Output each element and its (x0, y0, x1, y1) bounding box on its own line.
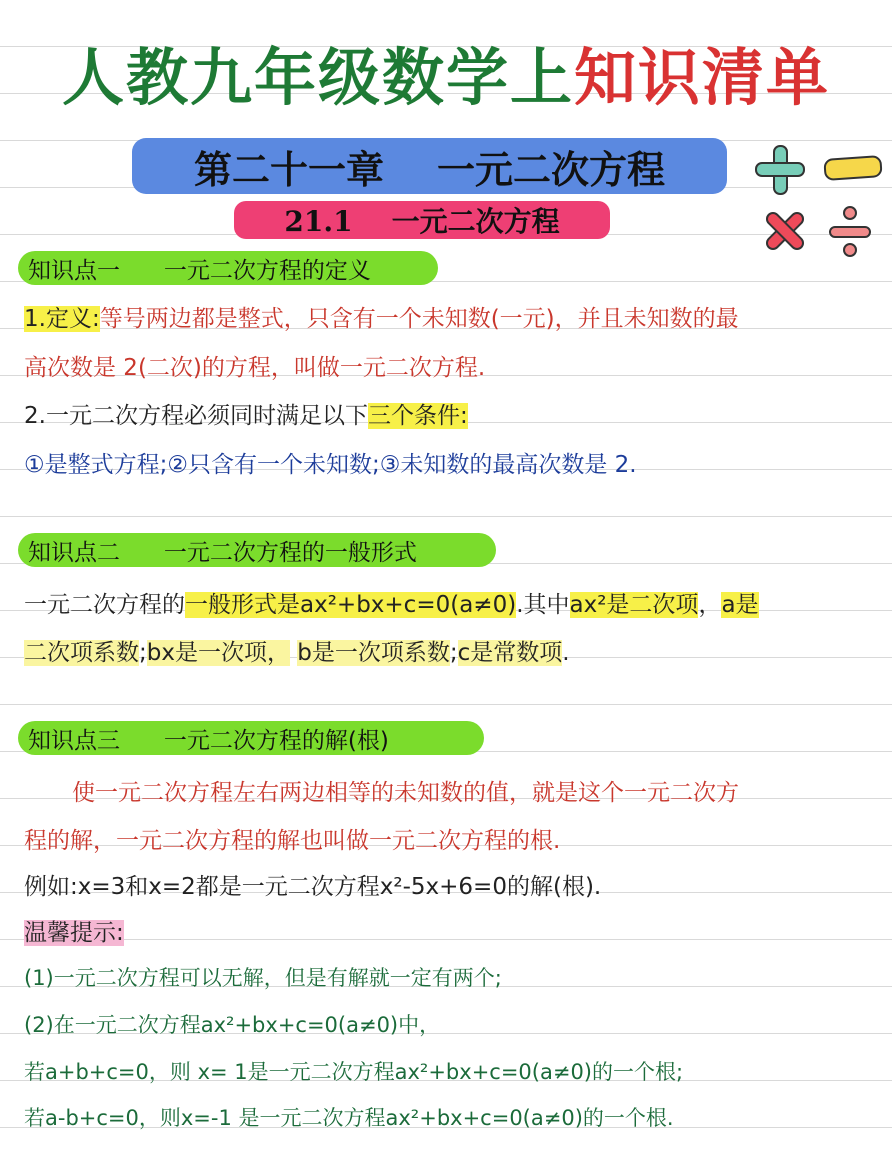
kp3-tip-label-row (24, 914, 124, 947)
kp2-sep1: ; (139, 640, 147, 666)
plus-icon (752, 142, 808, 198)
kp2-constant-term: c是常数项 (457, 640, 563, 666)
kp1-definition-label: 1.定义: (24, 306, 100, 332)
kp1-definition-line2: 高次数是 2(二次)的方程，叫做一元二次方程. (24, 355, 486, 381)
kp2-text-c: ， (698, 592, 722, 618)
kp3-heading: 知识点三 一元二次方程的解(根) (18, 721, 484, 755)
page-title (0, 28, 892, 117)
kp3-tip1: (1)一元二次方程可以无解，但是有解就一定有两个; (24, 966, 502, 990)
chapter-banner: 第二十一章 一元二次方程 (132, 138, 727, 194)
kp2-linear-term: bx是一次项， (146, 640, 290, 666)
kp2-end: . (562, 640, 570, 666)
kp3-tip2: (2)在一元二次方程ax²+bx+c=0(a≠0)中， (24, 1013, 441, 1037)
title-part1: 人教九年级数学上 (61, 41, 574, 114)
kp1-definition-text-a: 等号两边都是整式，只含有一个未知数(一元)，并且未知数的最 (99, 306, 739, 332)
kp2-text-b: .其中 (516, 592, 570, 618)
kp2-text-a: 一元二次方程的 (24, 592, 185, 618)
kp2-heading: 知识点二 一元二次方程的一般形式 (18, 533, 496, 567)
kp1-definition-line1 (24, 300, 739, 333)
section-banner: 21.1 一元二次方程 (234, 201, 610, 239)
kp1-heading: 知识点一 一元二次方程的定义 (18, 251, 438, 285)
kp1-conditions-intro (24, 397, 468, 430)
kp3-para2: 程的解，一元二次方程的解也叫做一元二次方程的根. (24, 828, 561, 854)
kp3-example: 例如:x=3和x=2都是一元二次方程x²-5x+6=0的解(根). (24, 874, 602, 900)
kp3-tip-label: 温馨提示: (24, 920, 124, 946)
kp2-sep3: ; (449, 640, 458, 666)
times-icon (760, 206, 810, 256)
kp3-para1: 使一元二次方程左右两边相等的未知数的值，就是这个一元二次方 (72, 780, 739, 806)
kp2-line2 (24, 634, 570, 667)
kp2-quadratic-term: ax²是二次项 (569, 592, 699, 618)
kp1-conditions-prefix: 2.一元二次方程必须同时满足以下 (24, 403, 368, 429)
kp2-general-form: 一般形式是ax²+bx+c=0(a≠0) (185, 592, 517, 618)
kp2-quadratic-coef: 二次项系数 (24, 640, 139, 666)
kp1-conditions-list: ①是整式方程;②只含有一个未知数;③未知数的最高次数是 2. (24, 452, 637, 478)
divide-icon (826, 204, 874, 260)
minus-icon (822, 152, 884, 184)
kp3-tip4: 若a-b+c=0，则x=-1 是一元二次方程ax²+bx+c=0(a≠0)的一个根. (24, 1106, 674, 1130)
kp1-conditions-highlight: 三个条件: (367, 403, 468, 429)
kp2-linear-coef: b是一次项系数 (297, 640, 450, 666)
title-part2: 知识清单 (574, 41, 831, 114)
kp2-a-is: a是 (721, 592, 759, 618)
kp3-tip3: 若a+b+c=0，则 x= 1是一元二次方程ax²+bx+c=0(a≠0)的一个根; (24, 1060, 684, 1084)
kp2-line1 (24, 586, 759, 619)
